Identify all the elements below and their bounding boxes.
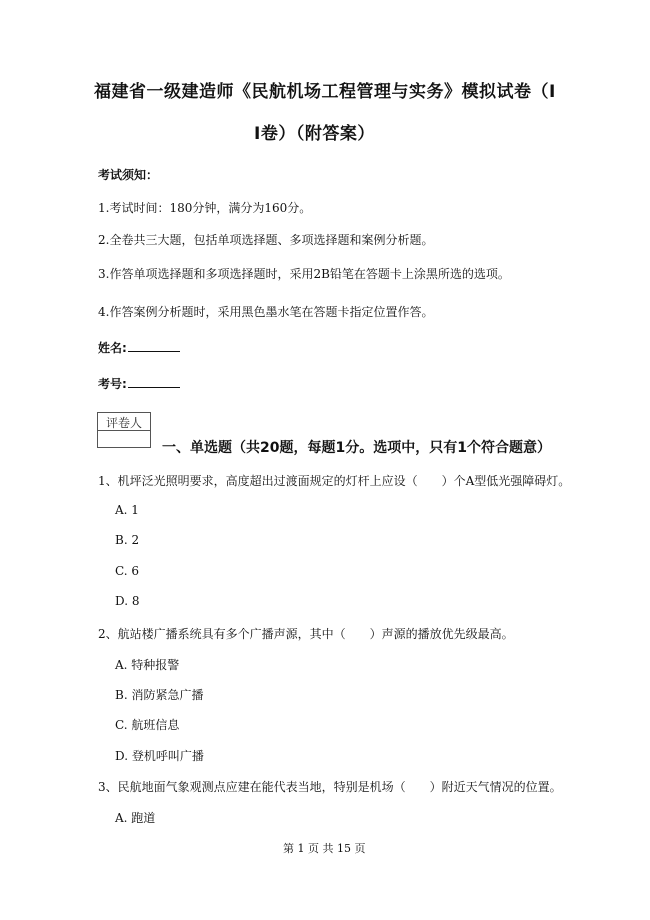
question-3: 3、民航地面气象观测点应建在能代表当地，特别是机场（ ）附近天气情况的位置。 [98,780,562,794]
id-blank[interactable] [128,376,180,388]
q2-option-d[interactable]: D. 登机呼叫广播 [115,749,204,763]
document-title-line-1: 福建省一级建造师《民航机场工程管理与实务》模拟试卷（I [94,82,556,102]
q3-option-a[interactable]: A. 跑道 [115,811,156,825]
q2-option-b[interactable]: B. 消防紧急广播 [115,688,204,702]
notice-heading: 考试须知： [98,168,159,182]
page-footer: 第 1 页 共 15 页 [283,842,366,855]
name-blank[interactable] [128,340,180,352]
q1-option-c[interactable]: C. 6 [115,564,140,578]
q2-option-c[interactable]: C. 航班信息 [115,718,180,732]
q2-option-a[interactable]: A. 特种报警 [115,658,180,672]
section-title-single-choice: 一、单选题（共20题，每题1分。选项中，只有1个符合题意） [162,440,551,456]
grader-divider [98,430,150,431]
notice-item-2: 2.全卷共三大题，包括单项选择题、多项选择题和案例分析题。 [98,233,434,247]
grader-box [97,412,151,448]
notice-item-1: 1.考试时间：180分钟，满分为160分。 [98,201,312,215]
id-field[interactable] [98,375,180,392]
grader-label: 评卷人 [105,416,142,430]
q1-option-a[interactable]: A. 1 [115,503,139,517]
q1-option-b[interactable]: B. 2 [115,533,140,547]
question-1: 1、机坪泛光照明要求，高度超出过渡面规定的灯杆上应设（ ）个A型低光强障碍灯。 [98,474,571,488]
name-label: 姓名: [98,341,127,355]
question-2: 2、航站楼广播系统具有多个广播声源，其中（ ）声源的播放优先级最高。 [98,627,514,641]
notice-item-4: 4.作答案例分析题时，采用黑色墨水笔在答题卡指定位置作答。 [98,305,434,319]
id-label: 考号: [98,377,127,391]
notice-item-3: 3.作答单项选择题和多项选择题时，采用2B铅笔在答题卡上涂黑所选的选项。 [98,267,510,281]
q1-option-d[interactable]: D. 8 [115,594,140,608]
document-title-line-2: I卷）（附答案） [254,124,375,144]
name-field[interactable] [98,339,180,356]
